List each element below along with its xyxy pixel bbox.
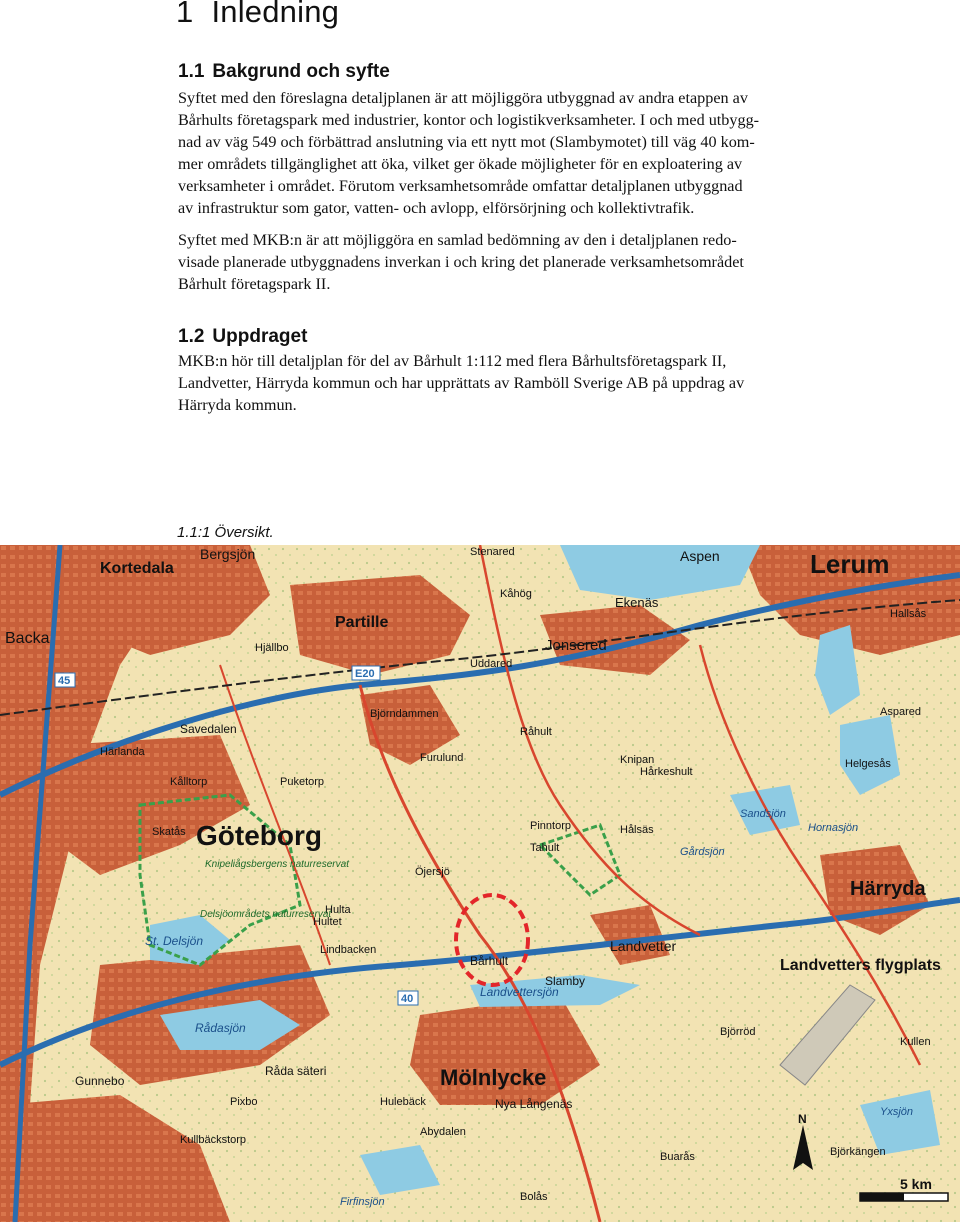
label-bergsjon: Bergsjön	[200, 546, 256, 562]
label-skatas: Skatås	[152, 826, 186, 838]
label-furulund: Furulund	[420, 752, 464, 764]
label-lerum: Lerum	[810, 549, 890, 579]
label-kullen: Kullen	[900, 1036, 931, 1048]
label-partille: Partille	[335, 614, 389, 631]
label-kullbackstorp: Kullbäckstorp	[180, 1134, 247, 1146]
label-landvettersjon: Landvettersjön	[480, 985, 559, 999]
label-landvetter: Landvetter	[610, 938, 677, 954]
label-ojersjo: Öjersjö	[415, 866, 450, 878]
label-bolas: Bolås	[520, 1191, 548, 1203]
label-harlanda: Härlanda	[100, 746, 145, 758]
text-line: MKB:n hör till detaljplan för del av Bårhult 1:112 med flera Bårhultsföretagspark II,	[178, 352, 727, 370]
text-line: Syftet med MKB:n är att möjliggöra en samlad bedömning av den i detaljplanen redo-	[178, 231, 737, 249]
section-number: 1.1	[178, 61, 205, 82]
label-savedalen: Savedalen	[180, 722, 237, 736]
text-line: nad av väg 549 och förbättrad anslutning via ett nytt mot (Slambymotet) till väg 40 kom-	[178, 133, 755, 151]
chapter-title: Inledning	[211, 0, 340, 29]
label-landvetters-flygplats: Landvetters flygplats	[780, 957, 941, 974]
label-nya-langenas: Nya Långenäs	[495, 1097, 573, 1111]
label-sandsjon: Sandsjön	[740, 808, 786, 820]
label-bjorrod: Björröd	[720, 1026, 756, 1038]
label-knipeliagsbergen-reserve: Knipeliågsbergens naturreservat	[205, 859, 349, 870]
text-line: Härryda kommun.	[178, 396, 297, 414]
label-tahult: Tahult	[530, 842, 560, 854]
label-jonsered: Jonsered	[545, 637, 607, 654]
scale-bar-segment-black	[860, 1193, 904, 1201]
scale-bar-label: 5 km	[900, 1176, 932, 1192]
label-puketorp: Puketorp	[280, 776, 325, 788]
chapter-heading	[176, 0, 339, 30]
paragraph-uppdraget	[178, 350, 778, 416]
chapter-number: 1	[176, 0, 194, 29]
label-45: 45	[58, 675, 71, 687]
label-harkeshult: Hårkeshult	[640, 766, 693, 778]
label-e20: E20	[355, 668, 375, 680]
section-heading-1-2	[178, 326, 307, 348]
label-stenared: Stenared	[470, 546, 515, 558]
label-halsas: Hålsäs	[620, 824, 654, 836]
label-hornasjon: Hornasjön	[808, 822, 859, 834]
text-line: av infrastruktur som gator, vatten- och avlopp, elförsörjning och kollektivtrafik.	[178, 199, 695, 217]
label-kahog: Kåhög	[500, 588, 532, 600]
label-backa: Backa	[5, 630, 50, 647]
section-heading-1-1	[178, 61, 390, 83]
label-buaras: Buarås	[660, 1151, 695, 1163]
text-line: Landvetter, Härryda kommun och har upprättats av Ramböll Sverige AB på uppdrag av	[178, 374, 745, 392]
label-aspen: Aspen	[680, 548, 720, 564]
label-rada-sateri: Råda säteri	[265, 1064, 327, 1078]
label-40: 40	[401, 993, 414, 1005]
label-pixbo: Pixbo	[230, 1096, 258, 1108]
section-title: Uppdraget	[212, 326, 308, 347]
label-helgesas: Helgesås	[845, 758, 891, 770]
label-slamby: Slamby	[545, 974, 586, 988]
label-delsjo-reserve: Delsjöområdets naturreservat	[200, 909, 332, 920]
label-knipan: Knipan	[620, 754, 655, 766]
text-line: Bårhults företagspark med industrier, kontor och logistikverksamheter. I och med utbygg-	[178, 111, 760, 129]
label-barhult: Bårhult	[470, 954, 509, 968]
label-pinntorp: Pinntorp	[530, 820, 571, 832]
text-line: verksamheter i området. Förutom verksamhetsområde omfattar detaljplanen utbyggnad	[178, 177, 743, 195]
paragraph-syfte	[178, 229, 778, 295]
label-hultet: Hultet	[313, 916, 342, 928]
label-rahult: Råhult	[520, 726, 552, 738]
label-uddared: Uddared	[470, 658, 513, 670]
label-radasjon: Rådasjön	[195, 1021, 246, 1035]
label-bjorndammen: Björndammen	[370, 708, 439, 720]
north-label: N	[798, 1112, 807, 1126]
label-abydalen: Abydalen	[420, 1126, 466, 1138]
label-gunnebo: Gunnebo	[75, 1074, 125, 1088]
label-st-delsjon: St. Delsjön	[145, 934, 204, 948]
label-molnlycke: Mölnlycke	[440, 1065, 547, 1090]
label-gardsjon: Gårdsjön	[680, 846, 725, 858]
label-aspared: Aspared	[880, 706, 921, 718]
label-goteborg: Göteborg	[196, 820, 322, 851]
text-line: visade planerade utbyggnadens inverkan i och kring det planerade verksamhetsområdet	[178, 253, 744, 271]
label-hulta: Hulta	[325, 904, 351, 916]
paragraph-bakgrund	[178, 87, 778, 219]
label-harryda: Härryda	[850, 878, 926, 900]
text-line: Bårhult företagspark II.	[178, 275, 331, 293]
label-hallsas: Hallsås	[890, 608, 927, 620]
label-hulebeck: Hulebäck	[380, 1096, 426, 1108]
label-kortedala: Kortedala	[100, 560, 174, 577]
label-lindbacken: Lindbacken	[320, 944, 377, 956]
label-kalltorp: Kålltorp	[170, 776, 208, 788]
section-number: 1.2	[178, 326, 205, 347]
text-line: mer områdets tillgänglighet att öka, vilket ger ökade möjligheter för en exploatering av	[178, 155, 743, 173]
label-hjallbo: Hjällbo	[255, 642, 289, 654]
label-bjorkangen: Björkängen	[830, 1146, 886, 1158]
overview-map	[0, 545, 960, 1222]
figure-caption: 1.1:1 Översikt.	[177, 524, 274, 541]
text-line: Syftet med den föreslagna detaljplanen är att möjliggöra utbyggnad av andra etappen av	[178, 89, 748, 107]
section-title: Bakgrund och syfte	[212, 61, 390, 82]
label-yxsjon: Yxsjön	[880, 1106, 914, 1118]
label-ekenas: Ekenäs	[615, 595, 659, 610]
map-canvas	[0, 545, 960, 1222]
label-firfinsjon: Firfinsjön	[340, 1196, 385, 1208]
